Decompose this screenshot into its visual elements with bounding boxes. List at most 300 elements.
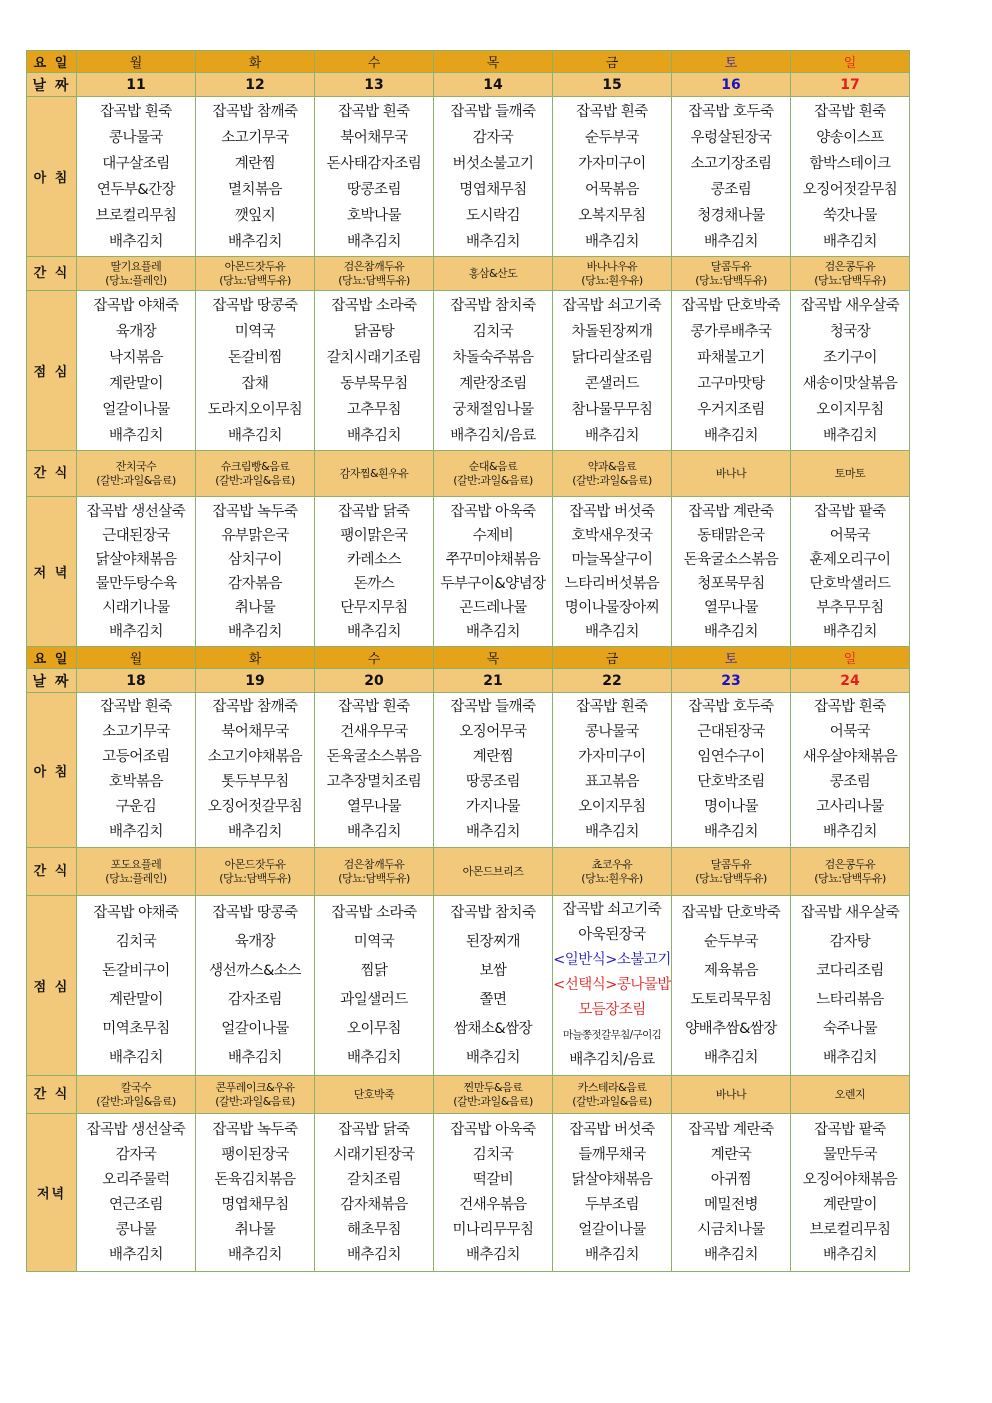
menu-item: 느타리볶음	[816, 991, 884, 1008]
menu-item: 연근조림	[108, 1196, 164, 1213]
weekday-0: 월	[77, 647, 196, 669]
menu-item: 바나나	[715, 466, 747, 480]
date-cell: 24	[791, 669, 910, 693]
breakfast-label: 아 침	[27, 97, 77, 257]
weekday-3: 목	[434, 647, 553, 669]
dinner-cell	[672, 497, 791, 647]
menu-item: 배추김치	[822, 427, 878, 444]
menu-item: 배추김치	[346, 824, 402, 840]
menu-item: 아욱된장국	[578, 927, 646, 943]
menu-item: 잡곡밥 팥죽	[814, 503, 886, 520]
snack2-cell	[553, 1076, 672, 1114]
menu-item: 계란말이	[108, 991, 164, 1008]
menu-item: 배추김치	[584, 233, 640, 250]
menu-item: 배추김치	[465, 623, 521, 640]
menu-item: 찐만두&음료	[463, 1080, 523, 1094]
snack1-cell	[196, 848, 315, 896]
menu-item: 도토리묵무침	[690, 991, 772, 1008]
menu-item: 부추무무침	[816, 599, 884, 616]
menu-item: 닭살야채볶음	[571, 1171, 653, 1188]
snack2-row	[27, 1076, 910, 1114]
menu-item: 새우살야채볶음	[802, 749, 898, 765]
menu-item: 콩가루배추국	[690, 323, 772, 340]
breakfast-cell	[672, 693, 791, 848]
menu-item: 달콤두유	[710, 857, 752, 871]
menu-item: 떡갈비	[472, 1171, 514, 1188]
menu-item: 잡곡밥 새우살죽	[800, 297, 900, 314]
menu-item: 곤드레나물	[459, 599, 527, 616]
menu-item: 콩조림	[829, 774, 871, 790]
menu-item: 오이지무침	[578, 799, 646, 815]
date-label: 날 짜	[27, 669, 77, 693]
weekday-4: 금	[553, 647, 672, 669]
menu-item: (당뇨:담백두유)	[338, 871, 410, 885]
menu-item: 배추김치	[346, 427, 402, 444]
breakfast-cell	[315, 97, 434, 257]
menu-item: 감자볶음	[227, 575, 283, 592]
menu-item: 땅콩조림	[346, 181, 402, 198]
menu-item: 미역초무침	[102, 1020, 170, 1037]
menu-item: 돈까스	[353, 575, 395, 592]
date-row	[27, 669, 910, 693]
menu-item: 잡곡밥 호두죽	[688, 699, 774, 715]
menu-item: 잡곡밥 들깨죽	[450, 103, 536, 120]
menu-item: 잡곡밥 소라죽	[331, 904, 417, 921]
snack1-cell	[77, 257, 196, 291]
date-cell: 13	[315, 73, 434, 97]
menu-item: 돈육굴소스볶음	[326, 749, 422, 765]
menu-item: 감자국	[115, 1146, 157, 1163]
menu-item: (갈반:과일&음료)	[96, 473, 176, 487]
menu-item: 보쌈	[479, 962, 507, 979]
menu-item: 단호박샐러드	[809, 575, 891, 592]
breakfast-cell	[196, 97, 315, 257]
snack1-cell	[672, 848, 791, 896]
dinner-cell	[315, 497, 434, 647]
menu-item: 잡곡밥 흰죽	[100, 103, 172, 120]
breakfast-row	[27, 97, 910, 257]
day-label: 요 일	[27, 51, 77, 73]
menu-item: (당뇨:플레인)	[105, 273, 167, 287]
snack1-cell	[434, 848, 553, 896]
menu-item: 잡곡밥 버섯죽	[569, 503, 655, 520]
lunch-cell	[196, 291, 315, 451]
lunch-label: 점 심	[27, 291, 77, 451]
dinner-cell	[77, 1114, 196, 1272]
menu-item: 표고볶음	[584, 774, 640, 790]
menu-item: 생선까스&소스	[209, 962, 301, 979]
dinner-cell	[77, 497, 196, 647]
menu-item: 쌈채소&쌈장	[453, 1020, 533, 1037]
menu-item: 동부묵무침	[340, 375, 408, 392]
menu-item: 배추김치	[227, 1049, 283, 1066]
menu-item: (갈반:과일&음료)	[453, 473, 533, 487]
menu-item: 콩조림	[710, 181, 752, 198]
menu-item: 두부조림	[584, 1196, 640, 1213]
menu-item: 콘샐러드	[584, 375, 640, 392]
date-cell: 11	[77, 73, 196, 97]
menu-item: <일반식>소불고기	[553, 952, 671, 968]
menu-item: 배추김치	[584, 427, 640, 444]
menu-item: 깻잎지	[234, 207, 276, 224]
menu-item: 감자국	[472, 129, 514, 146]
snack2-cell	[553, 451, 672, 497]
menu-item: 청경채나물	[697, 207, 765, 224]
menu-item: 배추김치	[108, 233, 164, 250]
menu-item: 홍삼&산도	[468, 266, 518, 280]
menu-item: 쭈꾸미야채볶음	[445, 551, 541, 568]
menu-item: 숙주나물	[822, 1020, 878, 1037]
lunch-cell	[434, 896, 553, 1076]
breakfast-label: 아 침	[27, 693, 77, 848]
menu-item: 궁채절임나물	[452, 401, 534, 418]
snack1-cell	[791, 848, 910, 896]
menu-item: 김치국	[472, 1146, 514, 1163]
menu-item: 포도요플레	[110, 857, 162, 871]
menu-item: 메밀전병	[703, 1196, 759, 1213]
menu-item: 잡곡밥 흰죽	[814, 699, 886, 715]
menu-item: 잡채	[241, 375, 269, 392]
menu-item: 찜닭	[360, 962, 388, 979]
menu-item: 돈사태감자조림	[326, 155, 422, 172]
menu-item: 딸기요플레	[110, 259, 162, 273]
menu-item: 잡곡밥 참깨죽	[212, 103, 298, 120]
menu-item: 순두부국	[703, 933, 759, 950]
menu-item: (당뇨:담백두유)	[814, 273, 886, 287]
breakfast-cell	[553, 97, 672, 257]
lunch-row	[27, 896, 910, 1076]
menu-item: 동태맑은국	[697, 527, 765, 544]
menu-item: 두부구이&양념장	[440, 575, 546, 592]
menu-item: 모듬장조림	[578, 1002, 646, 1018]
menu-item: 마늘쫑젓갈무침/구이김	[562, 1029, 662, 1041]
menu-item: 북어채무국	[221, 724, 289, 740]
weekday-6: 일	[791, 51, 910, 73]
menu-item: 단호박조림	[697, 774, 765, 790]
menu-item: (당뇨:플레인)	[105, 871, 167, 885]
menu-item: 배추김치	[703, 824, 759, 840]
menu-item: 청국장	[829, 323, 871, 340]
menu-item: 연두부&간장	[96, 181, 176, 198]
breakfast-cell	[791, 97, 910, 257]
breakfast-cell	[672, 97, 791, 257]
menu-item: 콩나물	[115, 1221, 157, 1238]
menu-item: 마늘목살구이	[571, 551, 653, 568]
snack2-cell	[434, 451, 553, 497]
menu-item: 명이나물장아찌	[564, 599, 660, 616]
menu-item: 잔치국수	[115, 459, 157, 473]
weekday-5: 토	[672, 647, 791, 669]
snack2-row	[27, 451, 910, 497]
menu-item: 소고기무국	[102, 724, 170, 740]
menu-item: 차돌된장찌개	[571, 323, 653, 340]
lunch-cell	[553, 896, 672, 1076]
lunch-cell	[791, 291, 910, 451]
menu-item: 얼갈이나물	[578, 1221, 646, 1238]
snack1-cell	[553, 257, 672, 291]
menu-item: 명이나물	[703, 799, 759, 815]
menu-item: 칼국수	[120, 1080, 152, 1094]
snack2-cell	[77, 1076, 196, 1114]
menu-item: 계란찜	[472, 749, 514, 765]
menu-item: 브로컬리무침	[95, 207, 177, 224]
menu-item: 단호박죽	[353, 1087, 395, 1101]
day-label: 요 일	[27, 647, 77, 669]
menu-item: 감자찜&흰우유	[339, 466, 409, 480]
menu-item: 돈육굴소스볶음	[683, 551, 779, 568]
menu-item: 배추김치	[346, 1246, 402, 1263]
menu-item: 감자탕	[829, 933, 871, 950]
menu-item: 잡곡밥 쇠고기죽	[562, 902, 662, 918]
menu-item: 순두부국	[584, 129, 640, 146]
menu-item: 열무나물	[346, 799, 402, 815]
weekday-4: 금	[553, 51, 672, 73]
snack1-cell	[315, 257, 434, 291]
lunch-cell	[791, 896, 910, 1076]
date-cell: 20	[315, 669, 434, 693]
menu-item: 배추김치	[227, 233, 283, 250]
menu-item: 차돌숙주볶음	[452, 349, 534, 366]
menu-item: 감자조림	[227, 991, 283, 1008]
dinner-cell	[672, 1114, 791, 1272]
menu-item: 콘푸레이크&우유	[215, 1080, 295, 1094]
lunch-label: 점 심	[27, 896, 77, 1076]
menu-item: 쫄면	[479, 991, 507, 1008]
snack2-cell	[791, 1076, 910, 1114]
menu-item: 배추김치	[465, 824, 521, 840]
dinner-cell	[315, 1114, 434, 1272]
menu-item: 카스테라&음료	[577, 1080, 647, 1094]
menu-item: 배추김치	[703, 623, 759, 640]
menu-item: 취나물	[234, 599, 276, 616]
menu-item: 땅콩조림	[465, 774, 521, 790]
menu-item: 근대된장국	[697, 724, 765, 740]
snack2-cell	[196, 451, 315, 497]
menu-item: 오징어젓갈무침	[802, 181, 898, 198]
menu-item: 배추김치	[703, 1246, 759, 1263]
menu-item: 배추김치	[465, 1049, 521, 1066]
menu-item: 새송이맛살볶음	[802, 375, 898, 392]
menu-item: (갈반:과일&음료)	[96, 1094, 176, 1108]
snack1-cell	[553, 848, 672, 896]
menu-item: 건새우볶음	[459, 1196, 527, 1213]
menu-item: 참나물무무침	[571, 401, 653, 418]
menu-item: 계란국	[710, 1146, 752, 1163]
menu-item: 돈육김치볶음	[214, 1171, 296, 1188]
menu-item: 청포묵무침	[697, 575, 765, 592]
menu-item: 계란말이	[822, 1196, 878, 1213]
weekday-6: 일	[791, 647, 910, 669]
menu-item: 호박나물	[346, 207, 402, 224]
menu-item: 닭다리살조림	[571, 349, 653, 366]
menu-item: 잡곡밥 호두죽	[688, 103, 774, 120]
dinner-row	[27, 1114, 910, 1272]
menu-item: 어묵국	[829, 527, 871, 544]
menu-item: 배추김치	[465, 1246, 521, 1263]
menu-item: 닭곰탕	[353, 323, 395, 340]
menu-item: 배추김치	[346, 1049, 402, 1066]
menu-item: (당뇨:흰우유)	[581, 273, 643, 287]
snack2-cell	[672, 451, 791, 497]
menu-item: 잡곡밥 들깨죽	[450, 699, 536, 715]
menu-item: 유부맑은국	[221, 527, 289, 544]
lunch-cell	[77, 896, 196, 1076]
menu-item: 양배추쌈&쌈장	[685, 1020, 777, 1037]
weekday-header-row	[27, 647, 910, 669]
menu-item: 배추김치	[465, 233, 521, 250]
date-cell: 17	[791, 73, 910, 97]
snack2-cell	[315, 451, 434, 497]
menu-item: 배추김치	[822, 824, 878, 840]
menu-item: 아귀찜	[710, 1171, 752, 1188]
menu-item: 토마토	[834, 466, 866, 480]
lunch-cell	[196, 896, 315, 1076]
lunch-cell	[315, 291, 434, 451]
menu-item: 물만두탕수육	[95, 575, 177, 592]
menu-item: 배추김치	[108, 623, 164, 640]
menu-item: 오복지무침	[578, 207, 646, 224]
menu-item: 고사리나물	[816, 799, 884, 815]
menu-item: 임연수구이	[697, 749, 765, 765]
snack2-cell	[196, 1076, 315, 1114]
menu-item: 잡곡밥 땅콩죽	[212, 297, 298, 314]
menu-item: 명엽채무침	[221, 1196, 289, 1213]
menu-item: 잡곡밥 흰죽	[814, 103, 886, 120]
menu-item: 배추김치	[108, 824, 164, 840]
breakfast-cell	[434, 97, 553, 257]
menu-item: 북어채무국	[340, 129, 408, 146]
menu-item: 계란찜	[234, 155, 276, 172]
meal-plan-table	[26, 50, 910, 1272]
menu-item: 잡곡밥 땅콩죽	[212, 904, 298, 921]
date-cell: 14	[434, 73, 553, 97]
menu-item: 소고기야채볶음	[207, 749, 303, 765]
menu-item: 도라지오이무침	[207, 401, 303, 418]
menu-item: 고추무침	[346, 401, 402, 418]
menu-item: 수제비	[472, 527, 514, 544]
breakfast-cell	[77, 693, 196, 848]
menu-item: 잡곡밥 흰죽	[100, 699, 172, 715]
date-cell: 23	[672, 669, 791, 693]
menu-item: 낙지볶음	[108, 349, 164, 366]
menu-item: 배추김치	[227, 427, 283, 444]
snack2-cell	[315, 1076, 434, 1114]
dinner-cell	[791, 1114, 910, 1272]
menu-item: 함박스테이크	[809, 155, 891, 172]
menu-item: 순대&음료	[468, 459, 518, 473]
menu-item: 잡곡밥 흰죽	[338, 103, 410, 120]
menu-item: 고추장멸치조림	[326, 774, 422, 790]
menu-item: <선택식>콩나물밥	[553, 977, 671, 993]
menu-item: 배추김치	[584, 623, 640, 640]
lunch-cell	[77, 291, 196, 451]
menu-item: 배추김치	[108, 1246, 164, 1263]
lunch-cell	[672, 291, 791, 451]
weekday-2: 수	[315, 51, 434, 73]
menu-item: 잡곡밥 생선살죽	[86, 1121, 186, 1138]
snack1-cell	[791, 257, 910, 291]
menu-item: 명엽채무침	[459, 181, 527, 198]
menu-item: 훈제오리구이	[809, 551, 891, 568]
menu-item: 가지나물	[465, 799, 521, 815]
dinner-cell	[553, 1114, 672, 1272]
menu-item: 잡곡밥 참깨죽	[212, 699, 298, 715]
lunch-cell	[553, 291, 672, 451]
menu-item: 멸치볶음	[227, 181, 283, 198]
dinner-cell	[434, 1114, 553, 1272]
menu-item: 근대된장국	[102, 527, 170, 544]
menu-item: 조기구이	[822, 349, 878, 366]
menu-item: 김치국	[472, 323, 514, 340]
date-cell: 21	[434, 669, 553, 693]
menu-item: 아몬드브리즈	[462, 864, 524, 878]
menu-item: (갈반:과일&음료)	[215, 1094, 295, 1108]
menu-item: (갈반:과일&음료)	[453, 1094, 533, 1108]
dinner-row	[27, 497, 910, 647]
menu-item: 잡곡밥 단호박죽	[681, 904, 781, 921]
menu-item: 아몬드잣두유	[224, 857, 286, 871]
menu-item: 취나물	[234, 1221, 276, 1238]
snack1-label: 간 식	[27, 257, 77, 291]
menu-item: 계란장조림	[459, 375, 527, 392]
menu-item: 배추김치	[346, 623, 402, 640]
menu-item: 고등어조림	[102, 749, 170, 765]
menu-item: 잡곡밥 흰죽	[576, 103, 648, 120]
menu-item: 오징어젓갈무침	[207, 799, 303, 815]
menu-item: 배추김치	[822, 1246, 878, 1263]
weekday-1: 화	[196, 647, 315, 669]
lunch-cell	[672, 896, 791, 1076]
snack2-label: 간 식	[27, 451, 77, 497]
menu-item: 배추김치/음료	[450, 427, 536, 444]
menu-item: 잡곡밥 쇠고기죽	[562, 297, 662, 314]
menu-item: 갈치조림	[346, 1171, 402, 1188]
menu-item: 쑥갓나물	[822, 207, 878, 224]
menu-item: 돈갈비구이	[102, 962, 170, 979]
menu-item: 돈갈비찜	[227, 349, 283, 366]
menu-item: 닭살야채볶음	[95, 551, 177, 568]
menu-item: 배추김치	[703, 1049, 759, 1066]
menu-item: 검은참깨두유	[343, 857, 405, 871]
menu-item: 잡곡밥 녹두죽	[212, 503, 298, 520]
menu-item: 잡곡밥 닭죽	[338, 503, 410, 520]
breakfast-cell	[77, 97, 196, 257]
menu-item: 잡곡밥 아욱죽	[450, 1121, 536, 1138]
menu-item: 바나나	[715, 1087, 747, 1101]
menu-item: (갈반:과일&음료)	[572, 1094, 652, 1108]
menu-item: 약과&음료	[587, 459, 637, 473]
menu-item: 배추김치	[822, 233, 878, 250]
menu-item: 열무나물	[703, 599, 759, 616]
menu-item: 제육볶음	[703, 962, 759, 979]
menu-item: 검은콩두유	[824, 259, 876, 273]
breakfast-cell	[553, 693, 672, 848]
menu-item: 톳두부무침	[221, 774, 289, 790]
dinner-cell	[553, 497, 672, 647]
menu-item: 배추김치	[227, 824, 283, 840]
menu-item: 잡곡밥 야채죽	[93, 904, 179, 921]
menu-item: 배추김치/음료	[569, 1052, 655, 1068]
snack1-row	[27, 848, 910, 896]
menu-item: 대구살조림	[102, 155, 170, 172]
date-cell: 15	[553, 73, 672, 97]
menu-item: 카레소스	[346, 551, 402, 568]
menu-item: 잡곡밥 흰죽	[576, 699, 648, 715]
lunch-row	[27, 291, 910, 451]
menu-item: 잡곡밥 흰죽	[338, 699, 410, 715]
menu-item: 김치국	[115, 933, 157, 950]
breakfast-cell	[434, 693, 553, 848]
